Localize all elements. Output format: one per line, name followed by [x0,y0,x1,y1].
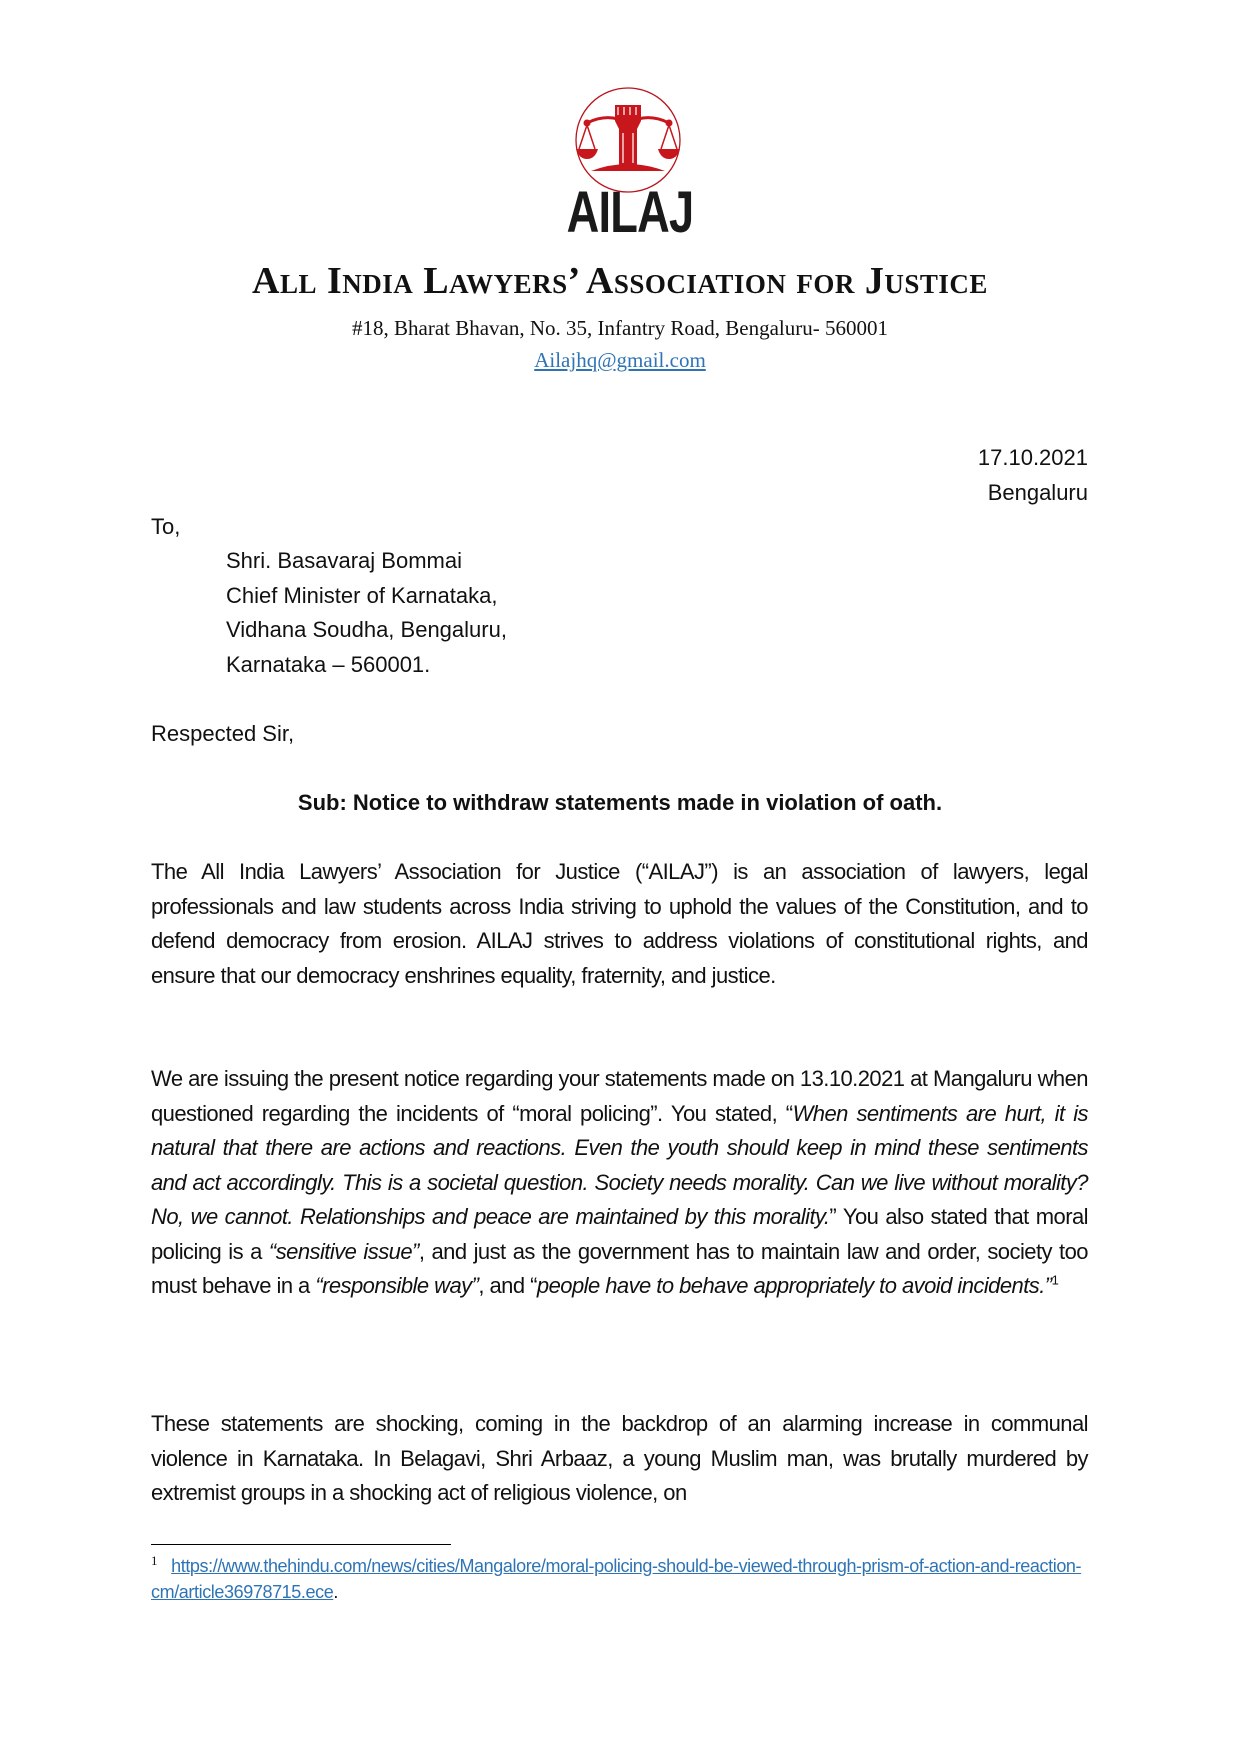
footnote-number: 1 [151,1553,158,1568]
email-link[interactable]: Ailajhq@gmail.com [534,348,706,372]
footnote-separator [151,1544,451,1545]
footnote-trailing: . [333,1582,338,1602]
date-place-block [978,441,1088,510]
letter-date: 17.10.2021 [977,445,1088,470]
body-paragraph: The All India Lawyers’ Association for Justice (“AILAJ”) is an association of lawyers, legal professionals and law students across India striving to uphold the values of the Constitution, and to defend democracy from erosion. AILAJ strives to address violations of constitutional rights, and ensure that our democracy enshrines equality, fraternity, and justice. [151,859,1088,988]
organization-email [0,350,1240,371]
footnote-link[interactable]: https://www.thehindu.com/news/cities/Mangalore/moral-policing-should-be-viewed-through-prism-of-action-and-reaction-cm/article36978715.ece [151,1556,1082,1602]
organization-address: #18, Bharat Bhavan, No. 35, Infantry Road, Bengaluru- 560001 [352,316,888,340]
letter-place: Bengaluru [987,479,1088,505]
footnote [151,1553,1088,1605]
addressee-address-line: Vidhana Soudha, Bengaluru, [226,617,507,642]
addressee-block [226,544,507,682]
body-paragraph: These statements are shocking, coming in the backdrop of an alarming increase in communal violence in Karnataka. In Belagavi, Shri Arbaaz, a young Muslim man, was brutally murdered by extremist groups in a shocking act of religious violence, on [151,1411,1088,1505]
addressee-address-line: Karnataka – 560001. [226,651,431,677]
paragraph-text: , and “ [478,1273,537,1298]
addressee-title: Chief Minister of Karnataka, [226,582,498,608]
addressee-name: Shri. Basavaraj Bommai [226,548,462,573]
quoted-phrase: “sensitive issue” [268,1238,419,1264]
paragraph-text: We are issuing the present notice regarding your statements made on 13.10.2021 at Mangaluru when questioned regarding the incidents of “moral policing”. You stated, “ [151,1066,1088,1126]
body-paragraph [151,1062,1088,1304]
scales-of-justice-raised-fist-icon [573,85,683,195]
organization-name: All India Lawyers’ Association for Justice [252,260,988,302]
to-label: To, [151,514,181,539]
quoted-phrase: “responsible way” [315,1273,479,1298]
subject-line: Sub: Notice to withdraw statements made in violation of oath. [297,790,943,815]
quoted-phrase: people have to behave appropriately to avoid incidents.” [536,1273,1052,1298]
quoted-statement: When sentiments are hurt, it is natural that there are actions and reactions. Even the youth should keep in mind these sentiments and act accordingly. This is a societal question. Society needs morality. Can we live without morality? No, we cannot. Relationships and peace are maintained by this morality. [151,1100,1088,1229]
salutation: Respected Sir, [151,721,295,746]
paragraph-text: , and just as the government has to maintain law and order, society too must behave in a [151,1238,1088,1298]
logo-wordmark: AILAJ [566,180,694,245]
paragraph-text: ” You also stated that moral policing is a [151,1204,1088,1264]
footnote-reference[interactable]: 1 [1051,1272,1059,1288]
